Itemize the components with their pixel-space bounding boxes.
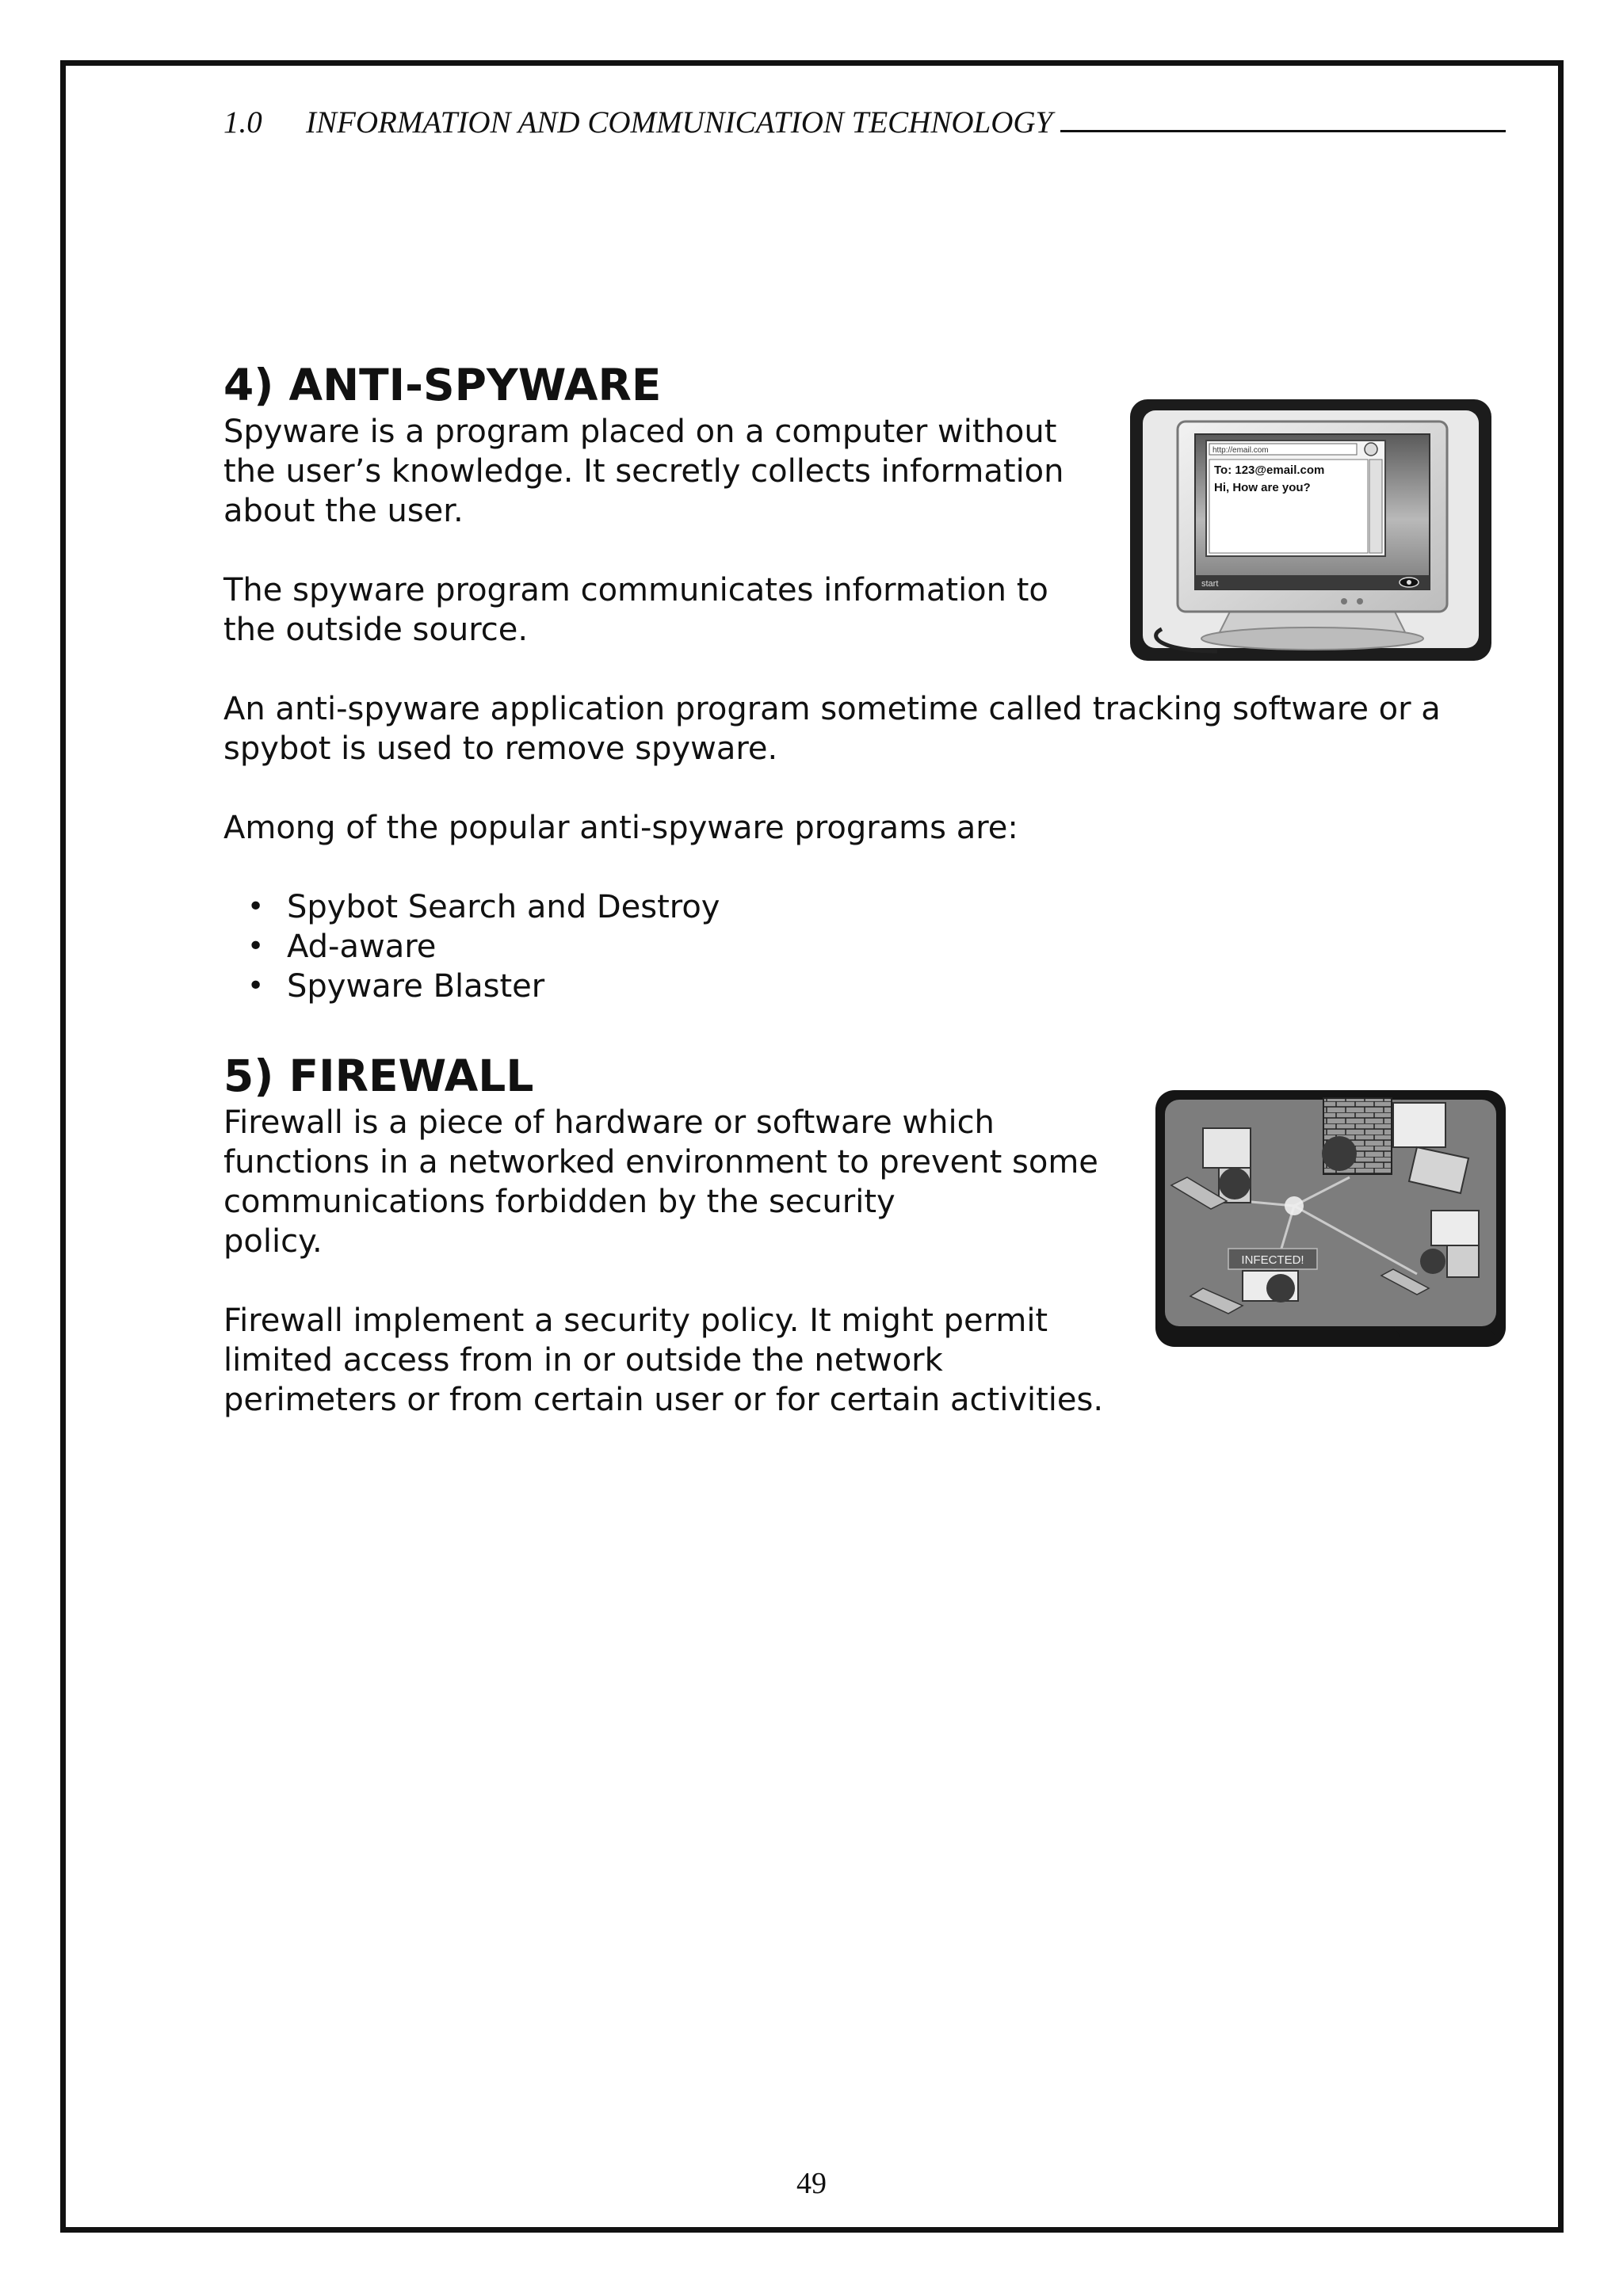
virus-icon	[1266, 1274, 1295, 1302]
bullet-icon: •	[247, 970, 265, 1002]
header-number: 1.0	[223, 105, 262, 139]
firewall-network-illustration	[1155, 1090, 1506, 1347]
infected-label: INFECTED!	[1241, 1253, 1304, 1267]
url-text: http://email.com	[1212, 446, 1269, 455]
firewall-text-line: Firewall implement a security policy. It might permit	[223, 1302, 1048, 1339]
anti-spyware-text-line: about the user.	[223, 493, 464, 529]
firewall-text-line: functions in a networked environment to prevent some	[223, 1144, 1098, 1180]
firewall-text-line: policy.	[223, 1223, 323, 1260]
virus-icon	[1322, 1136, 1357, 1171]
running-header	[223, 98, 1506, 138]
virus-icon	[1219, 1168, 1251, 1199]
virus-icon	[1420, 1249, 1445, 1274]
firewall-text-line: communications forbidden by the security	[223, 1184, 896, 1220]
anti-spyware-text-line: An anti-spyware application program sometime called tracking software or a	[223, 691, 1441, 727]
list-item-label: Ad-aware	[287, 929, 437, 965]
anti-spyware-text-line: Among of the popular anti-spyware programs are:	[223, 810, 1018, 846]
header-title: INFORMATION AND COMMUNICATION TECHNOLOGY	[306, 105, 1053, 139]
header-rule	[1060, 130, 1506, 132]
anti-spyware-text-line: the outside source.	[223, 612, 529, 648]
email-to-text: To: 123@email.com	[1214, 463, 1325, 477]
spyware-monitor-illustration	[1130, 399, 1491, 661]
bullet-icon: •	[247, 930, 265, 963]
anti-spyware-text-line: The spyware program communicates information to	[223, 572, 1048, 608]
anti-spyware-text-line: spybot is used to remove spyware.	[223, 730, 778, 767]
list-item-label: Spyware Blaster	[287, 968, 545, 1005]
taskbar	[1195, 575, 1430, 589]
bullet-icon: •	[247, 891, 265, 923]
anti-spyware-heading: 4) ANTI-SPYWARE	[223, 360, 662, 410]
browser-icon	[1365, 443, 1377, 456]
list-item	[223, 887, 720, 927]
anti-spyware-text-line: the user’s knowledge. It secretly collects information	[223, 453, 1064, 490]
list-item-label: Spybot Search and Destroy	[287, 889, 720, 925]
firewall-text-line: Firewall is a piece of hardware or software which	[223, 1104, 995, 1141]
anti-spyware-program-list	[223, 887, 720, 1006]
page-number: 49	[796, 2167, 827, 2200]
window-scrollbar	[1369, 460, 1382, 553]
firewall-text-line: perimeters or from certain user or for certain activities.	[223, 1382, 1104, 1418]
email-message-text: Hi, How are you?	[1214, 481, 1311, 494]
firewall-heading: 5) FIREWALL	[223, 1051, 534, 1101]
firewall-text-line: limited access from in or outside the network	[223, 1342, 943, 1379]
list-item	[223, 927, 720, 967]
taskbar-start-text: start	[1201, 579, 1219, 589]
list-item	[223, 967, 720, 1006]
anti-spyware-text-line: Spyware is a program placed on a computer without	[223, 414, 1057, 450]
